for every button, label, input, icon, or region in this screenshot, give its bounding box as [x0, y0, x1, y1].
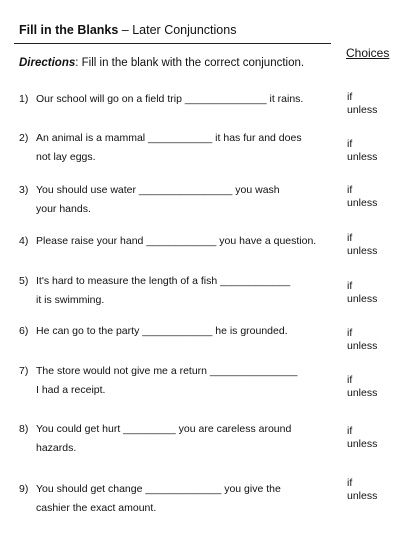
choices-5 — [347, 280, 377, 306]
choice-if: if — [347, 374, 353, 386]
question-number: 5) — [19, 275, 29, 287]
directions-text: : Fill in the blank with the correct conjunction. — [75, 57, 305, 69]
question-text: You could get hurt _________ you are careless around — [36, 423, 292, 435]
question-text-cont: hazards. — [36, 442, 77, 454]
choice-if: if — [347, 327, 353, 339]
question-text-cont: I had a receipt. — [36, 384, 106, 396]
choice-unless: unless — [347, 293, 378, 305]
question-8 — [19, 420, 339, 458]
question-2 — [19, 129, 339, 167]
question-5 — [19, 272, 339, 310]
choice-if: if — [347, 184, 353, 196]
question-4 — [19, 232, 339, 251]
question-3 — [19, 181, 339, 219]
question-6 — [19, 322, 339, 341]
choices-7 — [347, 374, 377, 400]
choices-header: Choices — [346, 46, 390, 60]
choice-unless: unless — [347, 438, 378, 450]
choices-3 — [347, 184, 377, 210]
choice-unless: unless — [347, 490, 378, 502]
question-9 — [19, 480, 339, 518]
choice-unless: unless — [347, 151, 378, 163]
question-1 — [19, 90, 339, 109]
choices-8 — [347, 425, 377, 451]
question-number: 6) — [19, 325, 29, 337]
question-text-cont: not lay eggs. — [36, 151, 96, 163]
choice-if: if — [347, 280, 353, 292]
directions-label: Directions — [19, 57, 76, 69]
directions — [19, 57, 304, 69]
title-divider — [14, 43, 331, 44]
question-text: An animal is a mammal ___________ it has fur and does — [36, 132, 302, 144]
question-text-cont: it is swimming. — [36, 294, 105, 306]
choice-if: if — [347, 232, 353, 244]
choice-if: if — [347, 91, 353, 103]
choices-4 — [347, 232, 377, 258]
question-text-cont: your hands. — [36, 203, 91, 215]
choice-unless: unless — [347, 387, 378, 399]
choice-if: if — [347, 138, 353, 150]
question-text: You should get change _____________ you give the — [36, 483, 281, 495]
question-7 — [19, 362, 339, 400]
question-text-cont: cashier the exact amount. — [36, 502, 157, 514]
choices-6 — [347, 327, 377, 353]
question-text: You should use water ________________ you wash — [36, 184, 280, 196]
choice-unless: unless — [347, 104, 378, 116]
question-text: It's hard to measure the length of a fish ____________ — [36, 275, 291, 287]
title-bold: Fill in the Blanks — [19, 23, 119, 37]
question-number: 9) — [19, 483, 29, 495]
choice-if: if — [347, 477, 353, 489]
question-text: He can go to the party ____________ he is grounded. — [36, 325, 288, 337]
question-number: 7) — [19, 365, 29, 377]
choice-unless: unless — [347, 245, 378, 257]
question-text: Please raise your hand ____________ you have a question. — [36, 235, 317, 247]
question-text: Our school will go on a field trip ______________ it rains. — [36, 93, 304, 105]
question-number: 4) — [19, 235, 29, 247]
choice-unless: unless — [347, 340, 378, 352]
choices-9 — [347, 477, 377, 503]
choice-unless: unless — [347, 197, 378, 209]
question-number: 3) — [19, 184, 29, 196]
choice-if: if — [347, 425, 353, 437]
choices-1 — [347, 91, 377, 117]
question-number: 1) — [19, 93, 29, 105]
title-rest: – Later Conjunctions — [118, 23, 237, 37]
question-text: The store would not give me a return _______________ — [36, 365, 298, 377]
choices-2 — [347, 138, 377, 164]
question-number: 2) — [19, 132, 29, 144]
question-number: 8) — [19, 423, 29, 435]
worksheet-title — [19, 23, 236, 37]
